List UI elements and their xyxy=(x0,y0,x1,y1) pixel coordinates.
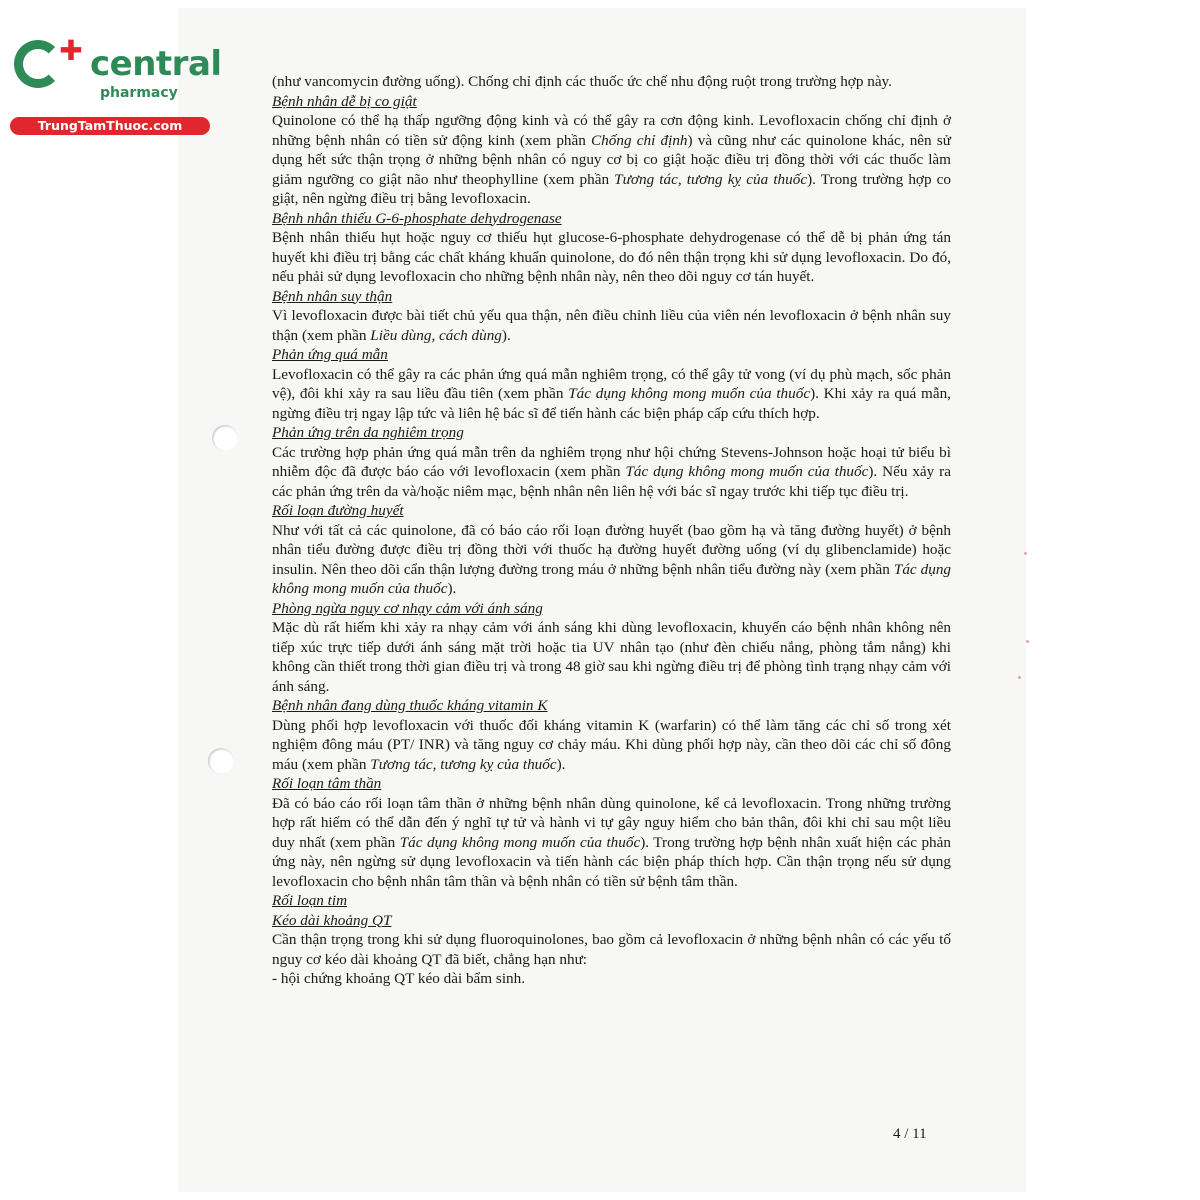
cross-reference: Chống chỉ định xyxy=(591,131,688,149)
section-heading: Kéo dài khoảng QT xyxy=(272,911,392,929)
paragraph: - hội chứng khoảng QT kéo dài bẩm sinh. xyxy=(272,970,526,987)
paragraph xyxy=(272,443,951,502)
text-run: ). xyxy=(447,580,457,597)
ink-speck xyxy=(1018,676,1021,679)
section-heading: Rối loạn tâm thần xyxy=(272,775,382,792)
document-body xyxy=(272,72,951,989)
paragraph xyxy=(272,306,951,345)
section-heading: Rối loạn đường huyết xyxy=(272,502,404,519)
cross-reference: Tác dụng không mong muốn của thuốc xyxy=(272,560,952,597)
cross-reference: Tác dụng không mong muốn của thuốc xyxy=(625,463,869,480)
section-heading: Rối loạn tim xyxy=(272,892,348,909)
section-heading: Bệnh nhân đang dùng thuốc kháng vitamin K xyxy=(272,697,548,714)
text-run: ). xyxy=(556,755,566,773)
text-run: ). Nếu xảy ra các phản ứng trên da và/hoặc niêm mạc, bệnh nhân nên liên hệ với bác sĩ ngay trước khi tiếp tục điều trị. xyxy=(272,463,951,500)
paragraph: (như vancomycin đường uống). Chống chỉ định các thuốc ức chế nhu động ruột trong trường hợp này. xyxy=(272,73,892,90)
text-run: Vì levofloxacin được bài tiết chủ yếu qua thận, nên điều chỉnh liều của viên nén levofloxacin ở bệnh nhân suy thận (xem phần xyxy=(272,307,951,344)
paragraph xyxy=(272,111,951,209)
cross-reference: Tác dụng không mong muốn của thuốc xyxy=(568,385,811,402)
medical-cross-icon: ✚ xyxy=(59,34,83,67)
cross-reference: Tương tác, tương kỵ của thuốc xyxy=(614,170,808,188)
cross-reference: Tác dụng không mong muốn của thuốc xyxy=(399,833,641,851)
section-heading: Phản ứng quá mẫn xyxy=(272,346,388,363)
paragraph xyxy=(272,794,951,892)
text-run: Các trường hợp phản ứng quá mẫn trên da nghiêm trọng như hội chứng Stevens-Johnson hoặc hoại tử biểu bì nhiễm độc đã được báo cáo với levofloxacin (xem phần xyxy=(272,443,951,480)
section-heading: Bệnh nhân dễ bị co giật xyxy=(272,92,417,110)
paragraph xyxy=(272,716,951,775)
punch-hole xyxy=(212,425,238,451)
page-number: 4 / 11 xyxy=(893,1126,927,1142)
text-run: ) và cũng như các quinolone khác, nên sử dụng hết sức thận trọng ở những bệnh nhân có nguy cơ bị co giật hoặc điều trị đồng thời với các thuốc làm giảm ngưỡng co giật não như theophylline (xem phần xyxy=(272,131,951,188)
paragraph: Cần thận trọng trong khi sử dụng fluoroquinolones, bao gồm cả levofloxacin ở những bệnh nhân có các yếu tố nguy cơ kéo dài khoảng QT đã biết, chẳng hạn như: xyxy=(272,931,951,968)
ink-speck xyxy=(1026,640,1029,643)
text-run: Dùng phối hợp levofloxacin với thuốc đối kháng vitamin K (warfarin) có thể làm tăng các chỉ số trong xét nghiệm đông máu (PT/ INR) và tăng nguy cơ chảy máu. Khi dùng phối hợp này, cần theo dõi các chỉ số đông máu (xem phần xyxy=(272,716,951,773)
text-run: Quinolone có thể hạ thấp ngưỡng động kinh và có thể gây ra cơn động kinh. Levofloxacin chống chỉ định ở những bệnh nhân có tiền sử động kinh (xem phần xyxy=(272,112,951,149)
logo-name: central xyxy=(90,44,222,84)
section-heading: Phòng ngừa nguy cơ nhạy cảm với ánh sáng xyxy=(272,599,543,617)
paragraph xyxy=(272,521,951,599)
text-run: ). xyxy=(501,326,511,344)
text-run: Đã có báo cáo rối loạn tâm thần ở những bệnh nhân dùng quinolone, kể cả levofloxacin. Trong những trường hợp rất hiếm có thể dẫn đến ý nghĩ tự tử và hành vi tự gây nguy hiểm cho bản thân, đôi khi chỉ sau một liều duy nhất (xem phần xyxy=(272,794,951,851)
cross-reference: Liều dùng, cách dùng xyxy=(370,326,502,344)
logo-banner: TrungTamThuoc.com xyxy=(10,117,210,135)
section-heading: Bệnh nhân suy thận xyxy=(272,287,393,305)
text-run: Như với tất cả các quinolone, đã có báo cáo rối loạn đường huyết (bao gồm hạ và tăng đường huyết) ở bệnh nhân tiểu đường được điều trị đồng thời với thuốc hạ đường huyết đường uống (ví dụ glibenclamide) hoặc insulin. Nên theo dõi cẩn thận lượng đường trong máu ở những bệnh nhân tiểu đường này (xem phần xyxy=(272,521,951,578)
text-run: ). Khi xảy ra quá mẫn, ngừng điều trị ngay lập tức và liên hệ bác sĩ để tiến hành các biện pháp cấp cứu thích hợp. xyxy=(272,385,951,422)
text-run: ). Trong trường hợp co giật, nên ngừng điều trị bằng levofloxacin. xyxy=(272,170,951,207)
cross-reference: Tương tác, tương kỵ của thuốc xyxy=(370,755,557,773)
paragraph xyxy=(272,365,951,424)
paragraph: Mặc dù rất hiếm khi xảy ra nhạy cảm với ánh sáng khi dùng levofloxacin, khuyến cáo bệnh nhân không nên tiếp xúc trực tiếp dưới ánh sáng mặt trời hoặc tia UV nhân tạo (như đèn chiếu nắng, phòng tắm nắng) khi không cần thiết trong thời gian điều trị và trong 48 giờ sau khi ngừng điều trị để phòng tình trạng nhạy cảm với ánh sáng. xyxy=(272,619,951,695)
logo-subtitle: pharmacy xyxy=(100,85,178,101)
section-heading: Phản ứng trên da nghiêm trọng xyxy=(272,424,464,441)
logo-c-icon xyxy=(14,40,62,88)
pharmacy-logo[interactable] xyxy=(10,34,222,138)
punch-hole xyxy=(208,748,234,774)
paragraph: Bệnh nhân thiếu hụt hoặc nguy cơ thiếu hụt glucose-6-phosphate dehydrogenase có thể dễ bị phản ứng tán huyết khi điều trị bằng các chất kháng khuẩn quinolone, do đó nên thận trọng khi sử dụng levofloxacin. Do đó, nếu phải sử dụng levofloxacin cho những bệnh nhân này, nên theo dõi nguy cơ tán huyết. xyxy=(272,229,951,285)
text-run: ). Trong trường hợp bệnh nhân xuất hiện các phản ứng này, nên ngừng sử dụng levofloxacin và tiến hành các biện pháp thích hợp. Cần thận trọng nếu sử dụng levofloxacin cho bệnh nhân tâm thần và bệnh nhân có tiền sử bệnh tâm thần. xyxy=(272,833,951,890)
text-run: Levofloxacin có thể gây ra các phản ứng quá mẫn nghiêm trọng, có thể gây tử vong (ví dụ phù mạch, sốc phản vệ), đôi khi xảy ra sau liều đầu tiên (xem phần xyxy=(272,365,951,402)
section-heading: Bệnh nhân thiếu G-6-phosphate dehydrogenase xyxy=(272,209,562,227)
ink-speck xyxy=(1024,552,1027,555)
